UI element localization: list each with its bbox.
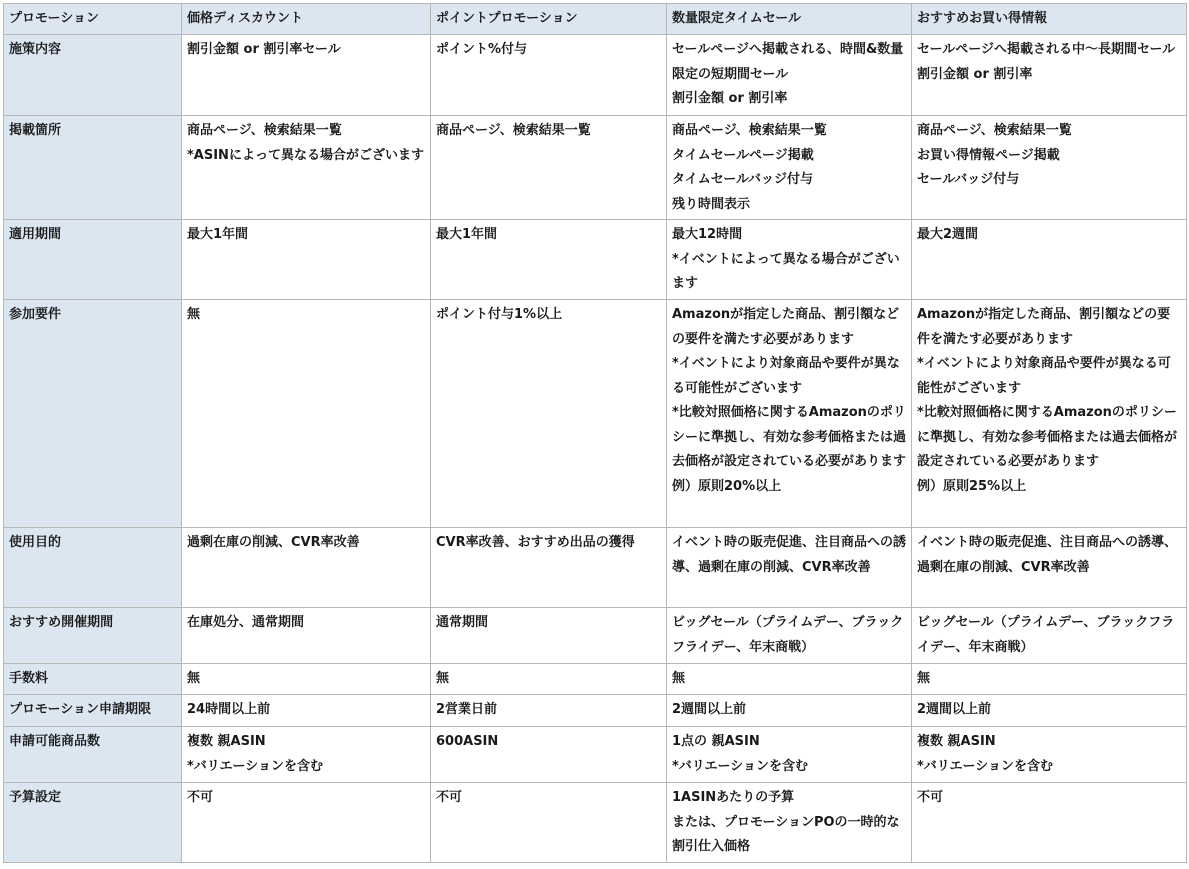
cell-text-line: 割引金額 or 割引率 <box>672 91 788 106</box>
table-cell <box>431 695 667 727</box>
cell-text-line: 無 <box>672 671 686 686</box>
table-body <box>4 35 1187 863</box>
cell-text-line: 24時間以上前 <box>187 702 271 717</box>
table-cell <box>667 695 912 727</box>
row-label: 施策内容 <box>4 35 182 116</box>
table-cell <box>912 300 1187 528</box>
table-cell <box>182 695 431 727</box>
table-row <box>4 528 1187 608</box>
cell-text-line: セールバッジ付与 <box>917 172 1020 187</box>
table-cell <box>912 608 1187 664</box>
row-label: 手数料 <box>4 664 182 695</box>
column-header: 価格ディスカウント <box>182 4 431 35</box>
table-cell <box>431 664 667 695</box>
cell-text-line: タイムセールページ掲載 <box>672 147 814 163</box>
cell-text-line: 2営業日前 <box>436 702 498 717</box>
promotion-comparison-table <box>3 3 1187 863</box>
table-row <box>4 727 1187 783</box>
cell-text-line: 600ASIN <box>436 734 499 749</box>
table-cell <box>912 727 1187 783</box>
cell-text-line: 不可 <box>436 790 463 805</box>
table-cell <box>912 783 1187 863</box>
table-cell <box>667 608 912 664</box>
cell-text-line: 無 <box>187 307 201 322</box>
row-label: おすすめ開催期間 <box>4 608 182 664</box>
cell-text-line: *比較対照価格に関するAmazonのポリシーに準拠し、有効な参考価格または過去価格が設定されている必要があります <box>917 405 1178 469</box>
cell-text-line: ポイント付与1%以上 <box>436 307 563 322</box>
row-label: プロモーション申請期限 <box>4 695 182 727</box>
column-header: おすすめお買い得情報 <box>912 4 1187 35</box>
cell-text-line: 最大1年間 <box>436 227 498 242</box>
cell-text-line: *イベントにより対象商品や要件が異なる可能性がございます <box>672 356 900 396</box>
table-cell <box>667 528 912 608</box>
cell-text-line: イベント時の販売促進、注目商品への誘導、過剰在庫の削減、CVR率改善 <box>672 535 907 575</box>
cell-text-line: 不可 <box>187 790 214 805</box>
cell-text-line: 1ASINあたりの予算 <box>672 790 795 805</box>
cell-text-line: 最大1年間 <box>187 227 249 242</box>
table-cell <box>912 35 1187 116</box>
cell-text-line: *バリエーションを含む <box>187 758 324 774</box>
cell-text-line: 在庫処分、通常期間 <box>187 615 305 630</box>
cell-text-line: 1点の 親ASIN <box>672 734 760 749</box>
cell-text-line: 不可 <box>917 790 944 805</box>
row-label: 参加要件 <box>4 300 182 528</box>
column-header: 数量限定タイムセール <box>667 4 912 35</box>
table-cell <box>182 727 431 783</box>
cell-text-line: 複数 親ASIN <box>917 734 996 749</box>
row-label: 使用目的 <box>4 528 182 608</box>
table-cell <box>431 608 667 664</box>
table-cell <box>182 608 431 664</box>
cell-text-line: 商品ページ、検索結果一覧 <box>187 123 342 138</box>
table-cell <box>912 664 1187 695</box>
table-row <box>4 300 1187 528</box>
row-label: 予算設定 <box>4 783 182 863</box>
table-cell <box>182 664 431 695</box>
cell-text-line: *イベントによって異なる場合がございます <box>672 251 900 291</box>
table-cell <box>912 220 1187 300</box>
table-cell <box>667 220 912 300</box>
table-row <box>4 35 1187 116</box>
cell-text-line: Amazonが指定した商品、割引額などの要件を満たす必要があります <box>917 307 1171 347</box>
cell-text-line: *バリエーションを含む <box>917 758 1054 774</box>
table-cell <box>431 220 667 300</box>
header-row <box>4 4 1187 35</box>
cell-text-line: *イベントにより対象商品や要件が異なる可能性がございます <box>917 356 1171 396</box>
cell-text-line: CVR率改善、おすすめ出品の獲得 <box>436 535 635 550</box>
table-row <box>4 664 1187 695</box>
table-cell <box>667 35 912 116</box>
cell-text-line: 無 <box>436 671 450 686</box>
header-corner-label: プロモーション <box>4 4 182 35</box>
table-cell <box>182 783 431 863</box>
table-cell <box>182 528 431 608</box>
cell-text-line: 無 <box>187 671 201 686</box>
cell-text-line: ビッグセール（プライムデー、ブラックフライデー、年末商戦） <box>672 615 904 655</box>
table-cell <box>667 116 912 220</box>
table-cell <box>431 783 667 863</box>
table-cell <box>912 695 1187 727</box>
table-cell <box>431 35 667 116</box>
cell-text-line: セールページへ掲載される中～長期間セール <box>917 42 1176 57</box>
cell-text-line: 過剰在庫の削減、CVR率改善 <box>187 535 360 550</box>
cell-text-line: セールページへ掲載される、時間&数量限定の短期間セール <box>672 42 904 82</box>
table-cell <box>431 528 667 608</box>
table-cell <box>912 528 1187 608</box>
column-header: ポイントプロモーション <box>431 4 667 35</box>
cell-text-line: 割引金額 or 割引率セール <box>187 42 341 57</box>
cell-text-line: 最大2週間 <box>917 227 979 242</box>
table-cell <box>667 727 912 783</box>
table-cell <box>667 783 912 863</box>
table-row <box>4 116 1187 220</box>
table-cell <box>431 300 667 528</box>
table-cell <box>667 300 912 528</box>
cell-text-line: 商品ページ、検索結果一覧 <box>436 123 591 138</box>
cell-text-line: お買い得情報ページ掲載 <box>917 147 1060 163</box>
cell-text-line: イベント時の販売促進、注目商品への誘導、過剰在庫の削減、CVR率改善 <box>917 535 1178 575</box>
cell-text-line: 例）原則20%以上 <box>672 478 782 494</box>
table-cell <box>182 300 431 528</box>
table-cell <box>182 35 431 116</box>
table-cell <box>667 664 912 695</box>
table-cell <box>431 727 667 783</box>
cell-text-line: 複数 親ASIN <box>187 734 266 749</box>
cell-text-line: または、プロモーションPOの一時的な割引仕入価格 <box>672 814 900 854</box>
row-label: 適用期間 <box>4 220 182 300</box>
table-cell <box>912 116 1187 220</box>
table-cell <box>431 116 667 220</box>
cell-text-line: 最大12時間 <box>672 227 743 242</box>
table-row <box>4 220 1187 300</box>
cell-text-line: 例）原則25%以上 <box>917 478 1027 494</box>
cell-text-line: ポイント%付与 <box>436 42 528 57</box>
cell-text-line: 商品ページ、検索結果一覧 <box>917 123 1072 138</box>
cell-text-line: Amazonが指定した商品、割引額などの要件を満たす必要があります <box>672 307 900 347</box>
cell-text-line: *バリエーションを含む <box>672 758 809 774</box>
table-row <box>4 608 1187 664</box>
row-label: 申請可能商品数 <box>4 727 182 783</box>
cell-text-line: 2週間以上前 <box>672 702 747 717</box>
cell-text-line: 割引金額 or 割引率 <box>917 66 1033 82</box>
table-row <box>4 695 1187 727</box>
cell-text-line: タイムセールバッジ付与 <box>672 172 814 187</box>
table-row <box>4 783 1187 863</box>
cell-text-line: 無 <box>917 671 931 686</box>
table-cell <box>182 116 431 220</box>
row-label: 掲載箇所 <box>4 116 182 220</box>
table-cell <box>182 220 431 300</box>
cell-text-line: *比較対照価格に関するAmazonのポリシーに準拠し、有効な参考価格または過去価格が設定されている必要があります <box>672 405 907 469</box>
cell-text-line: 商品ページ、検索結果一覧 <box>672 123 827 138</box>
cell-text-line: *ASINによって異なる場合がございます <box>187 147 424 163</box>
cell-text-line: ビッグセール（プライムデー、ブラックフライデー、年末商戦） <box>917 615 1175 655</box>
cell-text-line: 通常期間 <box>436 615 489 630</box>
cell-text-line: 残り時間表示 <box>672 196 751 212</box>
cell-text-line: 2週間以上前 <box>917 702 992 717</box>
